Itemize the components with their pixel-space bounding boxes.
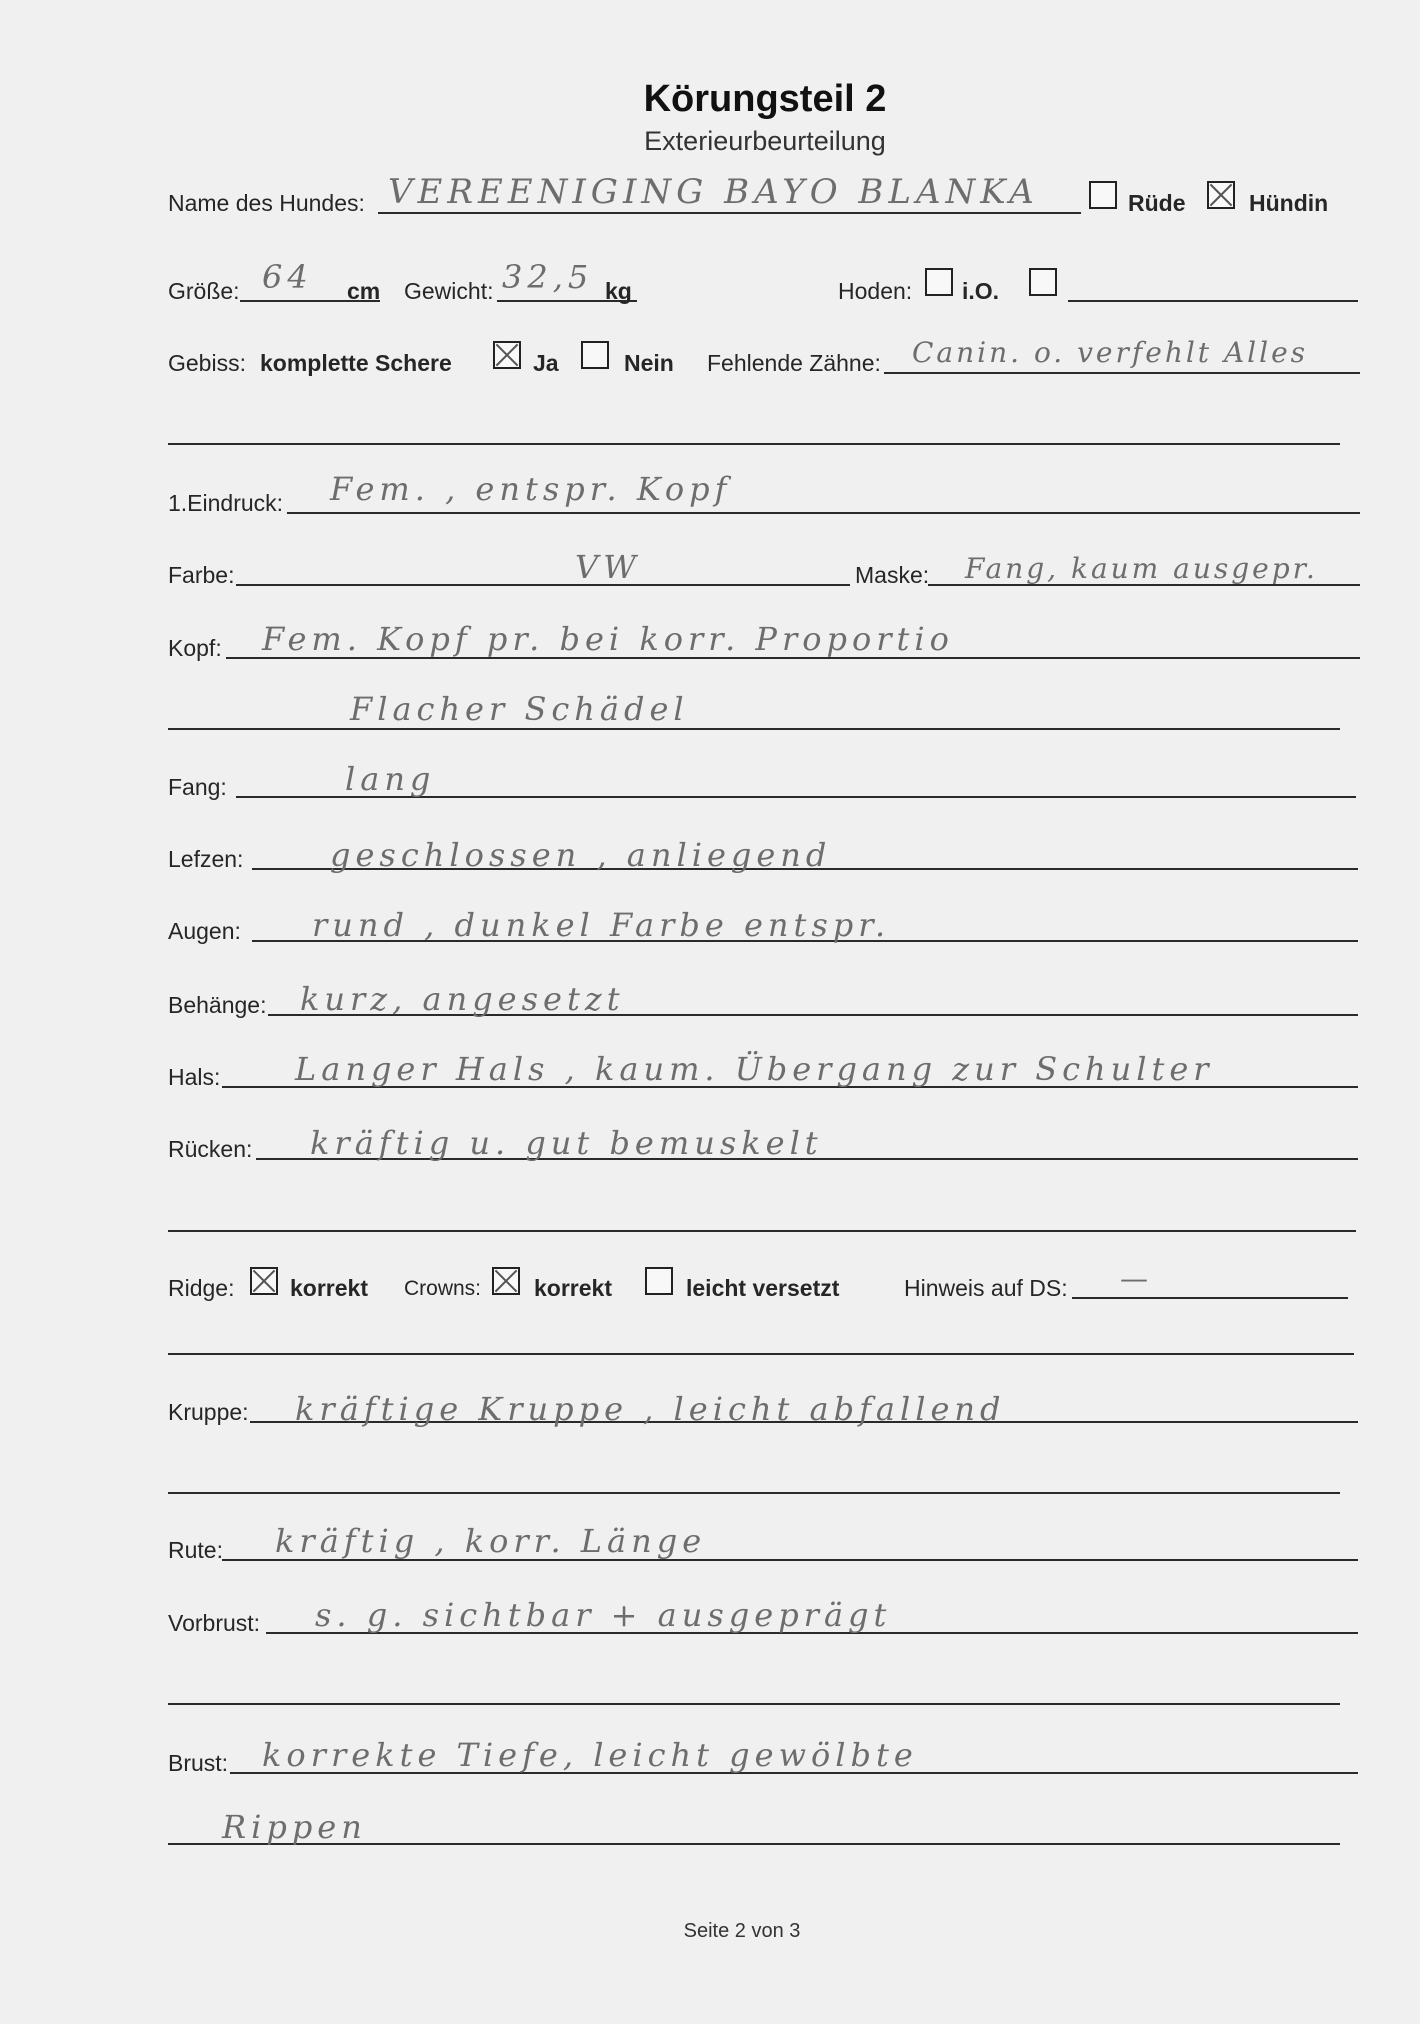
ridge-extra-line (168, 1353, 1354, 1355)
lips-value: geschlossen , anliegend (330, 836, 832, 874)
dog-name-label: Name des Hundes: (168, 190, 365, 216)
head-label: Kopf: (168, 635, 222, 661)
muzzle-label: Fang: (168, 774, 227, 800)
ridge-correct-label: korrekt (290, 1275, 368, 1301)
back-value: kräftig u. gut bemuskelt (310, 1124, 823, 1162)
back-line-2 (168, 1230, 1356, 1232)
page-subtitle: Exterieurbeurteilung (644, 126, 886, 156)
neck-label: Hals: (168, 1064, 221, 1090)
weight-unit: kg (605, 278, 632, 304)
missing-teeth-line (884, 372, 1360, 374)
bite-extra-line (168, 443, 1340, 445)
first-impression-label: 1.Eindruck: (168, 490, 284, 516)
dog-name-line (378, 212, 1081, 214)
male-checkbox[interactable] (1089, 181, 1117, 209)
eyes-label: Augen: (168, 918, 241, 944)
muzzle-value: lang (345, 760, 436, 798)
testicles-ok-label: i.O. (962, 278, 1000, 304)
female-label: Hündin (1249, 190, 1329, 216)
croup-line-2 (168, 1492, 1340, 1494)
weight-label: Gewicht: (404, 278, 494, 304)
bite-type-label: komplette Schere (260, 350, 452, 376)
forechest-line-2 (168, 1703, 1340, 1705)
chest-value: korrekte Tiefe, leicht gewölbte (262, 1736, 918, 1774)
bite-yes-label: Ja (533, 350, 559, 376)
croup-label: Kruppe: (168, 1399, 249, 1425)
color-label: Farbe: (168, 562, 235, 588)
testicles-line (1068, 300, 1358, 302)
female-checkbox[interactable] (1207, 181, 1235, 209)
crowns-correct-checkbox[interactable] (492, 1267, 520, 1295)
bite-label: Gebiss: (168, 350, 246, 376)
male-label: Rüde (1128, 190, 1186, 216)
forechest-label: Vorbrust: (168, 1610, 261, 1636)
ds-hint-line (1072, 1297, 1348, 1299)
head-value-2: Flacher Schädel (350, 690, 689, 728)
testicles-label: Hoden: (838, 278, 913, 304)
ds-hint-value: — (1120, 1262, 1151, 1295)
missing-teeth-label: Fehlende Zähne: (707, 350, 881, 376)
ridge-label: Ridge: (168, 1275, 235, 1301)
mask-label: Maske: (855, 562, 930, 588)
ears-value: kurz, angesetzt (300, 980, 625, 1018)
testicles-ok-checkbox[interactable] (1029, 268, 1057, 296)
ridge-correct-checkbox[interactable] (250, 1267, 278, 1295)
first-impression-line (287, 512, 1360, 514)
ears-label: Behänge: (168, 992, 267, 1018)
size-unit: cm (347, 278, 381, 304)
head-line-2 (168, 728, 1340, 730)
bite-no-checkbox[interactable] (581, 341, 609, 369)
neck-value: Langer Hals , kaum. Übergang zur Schulter (295, 1050, 1214, 1088)
tail-label: Rute: (168, 1537, 223, 1563)
dog-name-value: VEREENIGING BAYO BLANKA (388, 172, 1039, 212)
page-number: Seite 2 von 3 (683, 1920, 801, 1942)
chest-label: Brust: (168, 1750, 229, 1776)
weight-value: 32,5 (502, 258, 594, 296)
lips-label: Lefzen: (168, 846, 244, 872)
crowns-offset-checkbox[interactable] (645, 1267, 673, 1295)
eyes-value: rund , dunkel Farbe entspr. (312, 906, 891, 944)
head-value: Fem. Kopf pr. bei korr. Proportio (262, 620, 954, 658)
ds-hint-label: Hinweis auf DS: (904, 1275, 1068, 1301)
chest-value-2: Rippen (222, 1808, 367, 1846)
back-label: Rücken: (168, 1136, 253, 1162)
first-impression-value: Fem. , entspr. Kopf (330, 470, 732, 508)
forechest-value: s. g. sichtbar + ausgeprägt (315, 1596, 892, 1634)
croup-value: kräftige Kruppe , leicht abfallend (295, 1390, 1006, 1428)
size-label: Größe: (168, 278, 240, 304)
testicles-checkbox[interactable] (925, 268, 953, 296)
crowns-label: Crowns: (404, 1277, 482, 1300)
crowns-offset-label: leicht versetzt (686, 1275, 840, 1301)
size-value: 64 (262, 258, 313, 296)
color-value: VW (575, 548, 641, 586)
page-title: Körungsteil 2 (643, 78, 887, 120)
color-line (236, 584, 850, 586)
mask-value: Fang, kaum ausgepr. (965, 552, 1318, 585)
bite-no-label: Nein (624, 350, 674, 376)
bite-yes-checkbox[interactable] (493, 341, 521, 369)
crowns-correct-label: korrekt (534, 1275, 612, 1301)
tail-value: kräftig , korr. Länge (275, 1522, 707, 1560)
missing-teeth-value: Canin. o. verfehlt Alles (912, 336, 1309, 369)
